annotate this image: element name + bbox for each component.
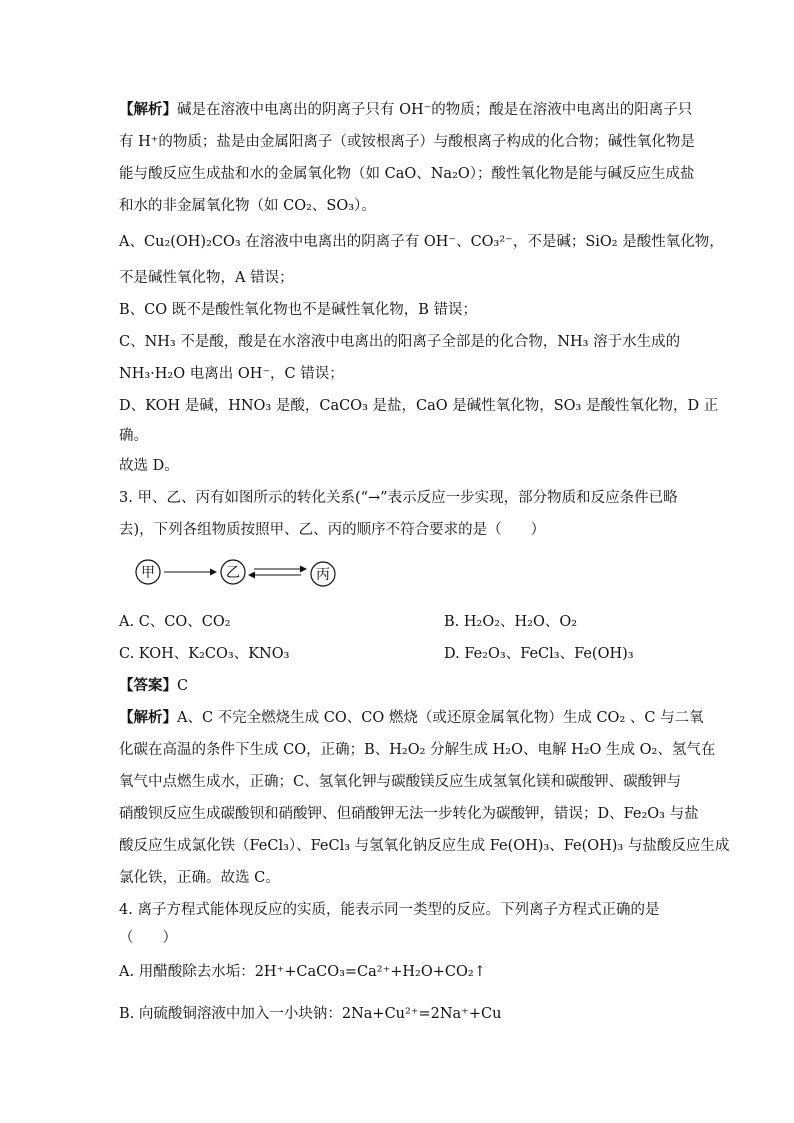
- transformation-diagram: [130, 556, 350, 592]
- analysis-text: 碱是在溶液中电离出的阴离子只有 OH⁻的物质；酸是在溶液中电离出的阳离子只: [177, 102, 693, 118]
- analysis-line-1: [119, 100, 692, 120]
- question-4-stem-2: （ ）: [119, 930, 177, 946]
- arrowhead-yi-bing: [300, 566, 307, 573]
- question-3-analysis-5: 酸反应生成氯化铁（FeCl₃）、FeCl₃ 与氢氧化钠反应生成 Fe(OH)₃、Fe(OH)₃ 与盐酸反应生成: [119, 838, 730, 854]
- analysis-tag: 【解析】: [119, 709, 177, 726]
- question-3-analysis-2: 化碳在高温的条件下生成 CO，正确；B、H₂O₂ 分解生成 H₂O、电解 H₂O 生成 O₂、氢气在: [119, 742, 716, 758]
- answer-value: C: [177, 678, 189, 694]
- analysis-line-4: 和水的非金属氧化物（如 CO₂、SO₃）。: [119, 198, 376, 214]
- answer-tag: 【答案】: [119, 677, 177, 694]
- question-3-option-d: D. Fe₂O₃、FeCl₃、Fe(OH)₃: [444, 646, 634, 662]
- question-3-option-c: C. KOH、K₂CO₃、KNO₃: [119, 646, 290, 662]
- question-4-stem-1: 4. 离子方程式能体现反应的实质，能表示同一类型的反应。下列离子方程式正确的是: [119, 902, 660, 918]
- jia-label: 甲: [141, 565, 155, 581]
- question-3-stem-2: 去)，下列各组物质按照甲、乙、丙的顺序不符合要求的是（ ）: [119, 522, 546, 538]
- question-4-option-a: A. 用醋酸除去水垢：2H⁺+CaCO₃=Ca²⁺+H₂O+CO₂↑: [119, 964, 486, 980]
- question-4-option-b: B. 向硫酸铜溶液中加入一小块钠：2Na+Cu²⁺=2Na⁺+Cu: [119, 1006, 502, 1022]
- option-c-explanation-1: C、NH₃ 不是酸，酸是在水溶液中电离出的阳离子全部是的化合物，NH₃ 溶于水生成的: [119, 334, 681, 350]
- option-c-explanation-2: NH₃·H₂O 电离出 OH⁻，C 错误；: [119, 366, 344, 382]
- question-3-analysis-1: [119, 708, 704, 728]
- question-3-stem-1: 3. 甲、乙、丙有如图所示的转化关系(“→”表示反应一步实现，部分物质和反应条件已略: [119, 490, 678, 506]
- question-3-option-b: B. H₂O₂、H₂O、O₂: [444, 614, 578, 630]
- analysis-text: A、C 不完全燃烧生成 CO、CO 燃烧（或还原金属氧化物）生成 CO₂ 、C 与二氧: [177, 710, 704, 726]
- option-b-explanation: B、CO 既不是酸性氧化物也不是碱性氧化物，B 错误；: [119, 302, 478, 318]
- option-a-explanation-1: A、Cu₂(OH)₂CO₃ 在溶液中电离出的阴离子有 OH⁻、CO₃²⁻，不是碱；SiO₂ 是酸性氧化物，: [119, 234, 724, 250]
- question-3-option-a: A. C、CO、CO₂: [119, 614, 231, 630]
- question-3-answer: [119, 676, 188, 696]
- question-3-analysis-6: 氯化铁，正确。故选 C。: [119, 870, 280, 886]
- arrowhead-bing-yi: [248, 572, 255, 579]
- analysis-tag: 【解析】: [119, 101, 177, 118]
- analysis-line-2: 有 H⁺的物质；盐是由金属阳离子（或铵根离子）与酸根离子构成的化合物；碱性氧化物是: [119, 134, 695, 150]
- question-3-analysis-3: 氧气中点燃生成水，正确；C、氢氧化钾与碳酸镁反应生成氢氧化镁和碳酸钾、碳酸钾与: [119, 774, 682, 790]
- yi-label: 乙: [226, 565, 240, 581]
- option-d-explanation-1: D、KOH 是碱，HNO₃ 是酸，CaCO₃ 是盐，CaO 是碱性氧化物，SO₃ 是酸性氧化物，D 正: [119, 398, 719, 414]
- option-a-explanation-2: 不是碱性氧化物，A 错误；: [119, 270, 294, 286]
- analysis-line-3: 能与酸反应生成盐和水的金属氧化物（如 CaO、Na₂O）；酸性氧化物是能与碱反应生成盐: [119, 166, 695, 182]
- arrowhead-jia-yi: [210, 569, 217, 576]
- bing-label: 丙: [316, 567, 330, 583]
- question-3-analysis-4: 硝酸钡反应生成碳酸钡和硝酸钾、但硝酸钾无法一步转化为碳酸钾，错误；D、Fe₂O₃ 与盐: [119, 806, 699, 822]
- final-choice: 故选 D。: [119, 458, 179, 474]
- option-d-explanation-2: 确。: [119, 428, 148, 444]
